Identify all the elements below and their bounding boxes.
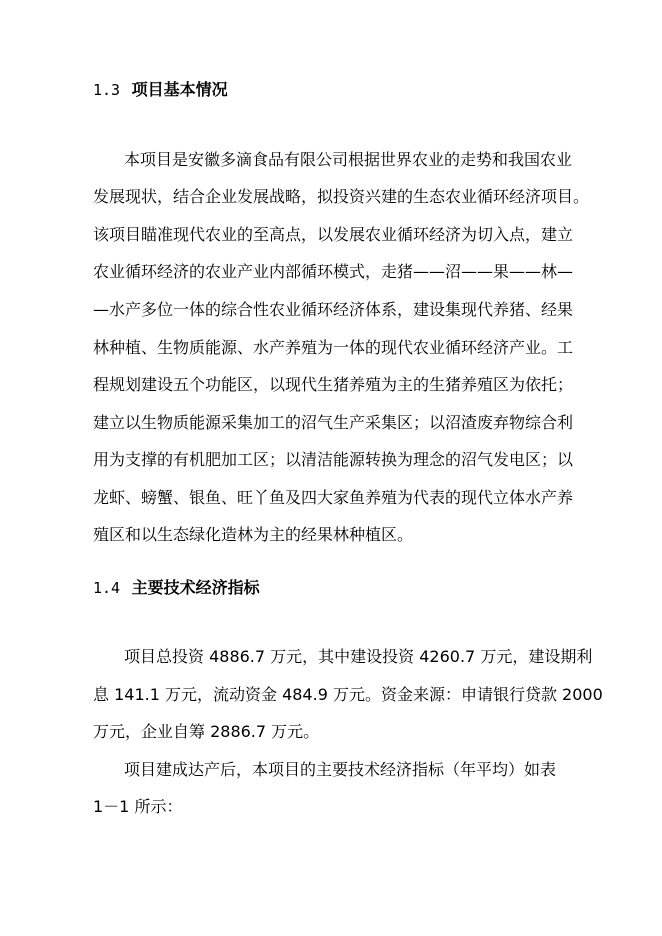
paragraph-line: 龙虾、螃蟹、银鱼、旺丫鱼及四大家鱼养殖为代表的现代立体水产养 (93, 488, 574, 507)
paragraph-line: 1－1 所示： (93, 797, 183, 816)
paragraph-line: 该项目瞄准现代农业的至高点，以发展农业循环经济为切入点，建立 (93, 225, 574, 244)
paragraph-line: 发展现状，结合企业发展战略，拟投资兴建的生态农业循环经济项目。 (93, 187, 590, 206)
paragraph-line: 程规划建设五个功能区，以现代生猪养殖为主的生猪养殖区为依托； (93, 375, 574, 394)
paragraph-line: 本项目是安徽多滴食品有限公司根据世界农业的走势和我国农业 (124, 150, 573, 169)
section-heading-1-3 (93, 80, 228, 100)
section-number: 1.3 (93, 81, 121, 99)
section-title: 主要技术经济指标 (131, 578, 260, 597)
paragraph-line: 息 141.1 万元，流动资金 484.9 万元。资金来源：申请银行贷款 2000 (93, 685, 603, 704)
paragraph-line: 项目总投资 4886.7 万元，其中建设投资 4260.7 万元，建设期利 (124, 647, 593, 666)
paragraph-line: 用为支撑的有机肥加工区；以清洁能源转换为理念的沼气发电区；以 (93, 450, 574, 469)
paragraph-line: —水产多位一体的综合性农业循环经济体系，建设集现代养猪、经果 (93, 300, 574, 319)
paragraph-line: 项目建成达产后，本项目的主要技术经济指标（年平均）如表 (124, 760, 557, 779)
paragraph-line: 万元，企业自筹 2886.7 万元。 (93, 722, 320, 741)
paragraph-line: 农业循环经济的农业产业内部循环模式，走猪——沼——果——林— (93, 262, 574, 281)
section-heading-1-4 (93, 578, 260, 598)
section-number: 1.4 (93, 579, 121, 597)
paragraph-line: 林种植、生物质能源、水产养殖为一体的现代农业循环经济产业。工 (93, 338, 574, 357)
paragraph-line: 殖区和以生态绿化造林为主的经果林种植区。 (93, 525, 414, 544)
paragraph-line: 建立以生物质能源采集加工的沼气生产采集区；以沼渣废弃物综合利 (93, 413, 574, 432)
section-title: 项目基本情况 (131, 80, 228, 99)
